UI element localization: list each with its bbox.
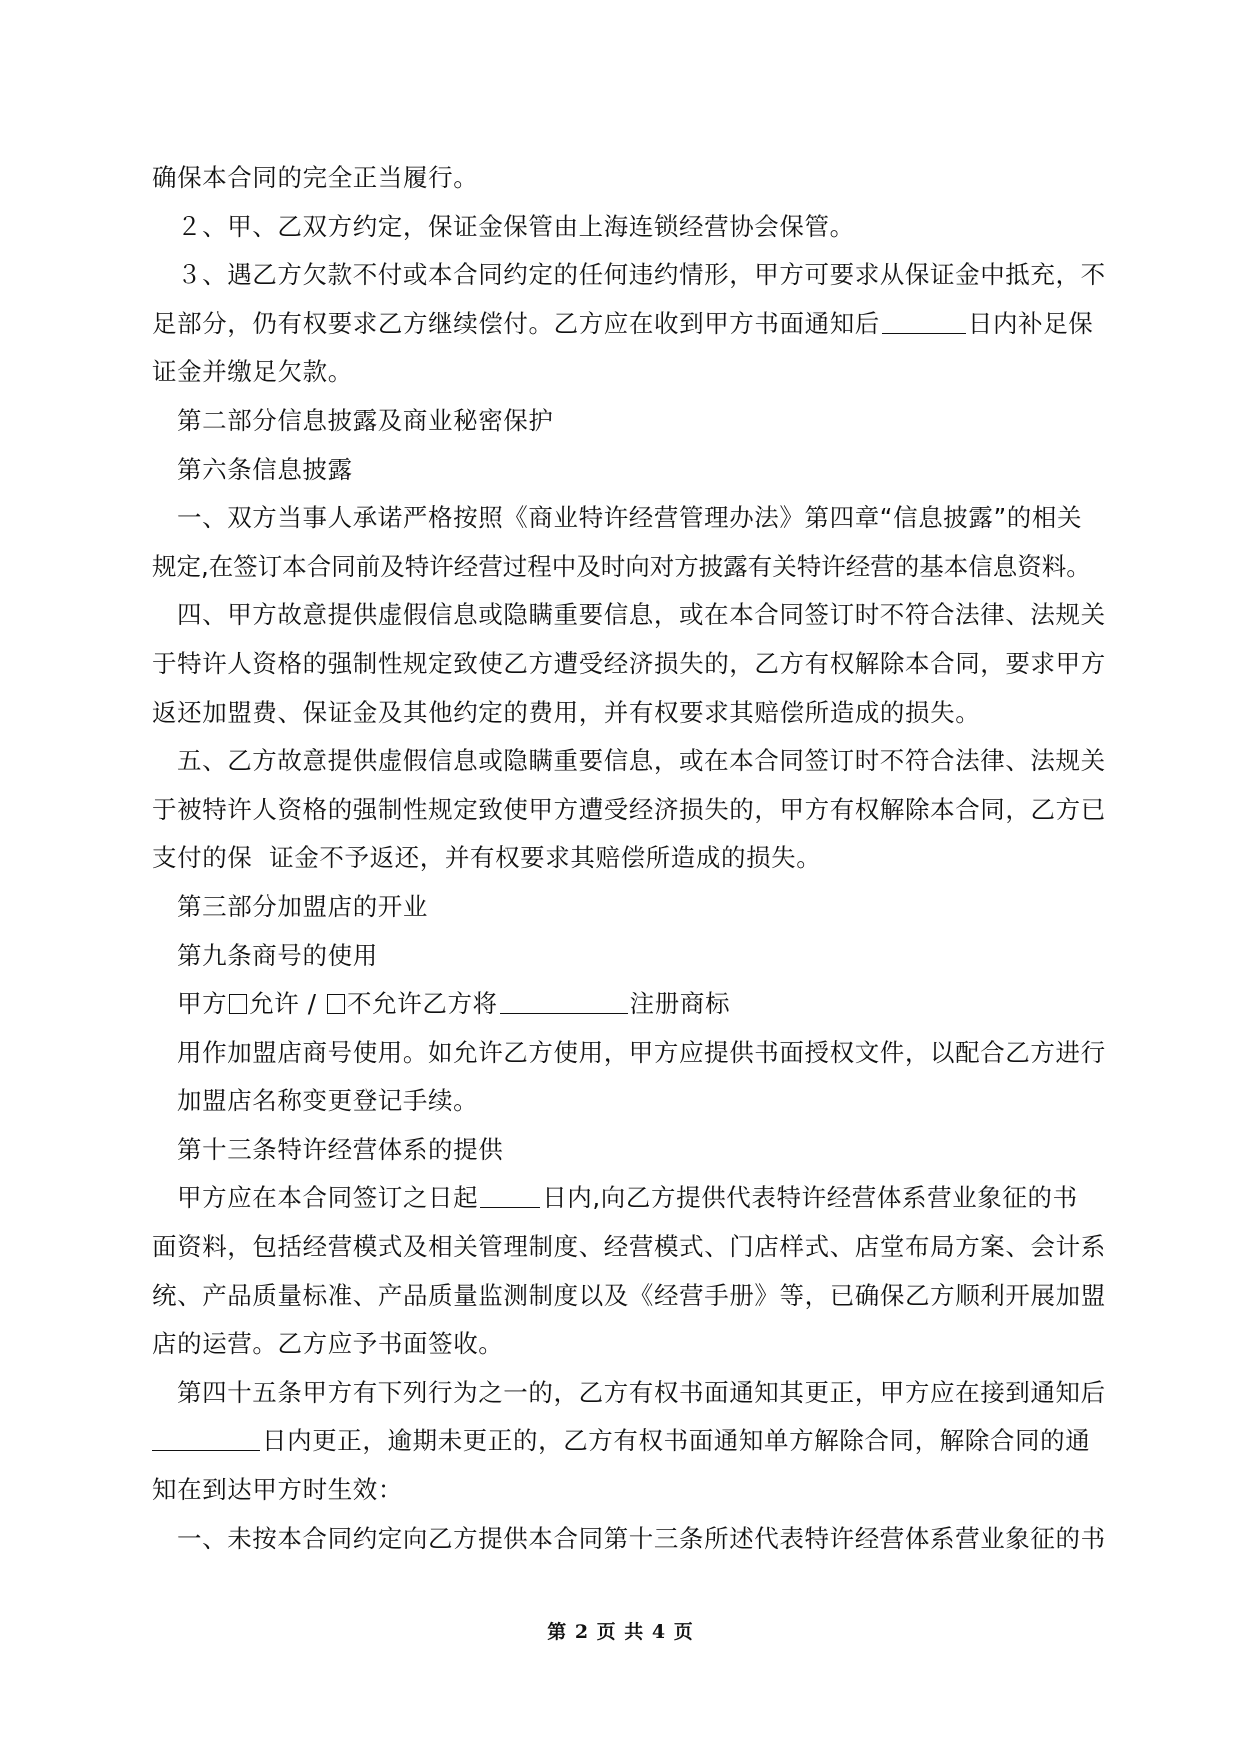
text: 足部分，仍有权要求乙方继续偿付。乙方应在收到甲方书面通知后: [152, 308, 880, 338]
text: 证金并缴足欠款。: [152, 357, 353, 387]
checkbox-allow[interactable]: [229, 994, 247, 1014]
paragraph-line: [152, 786, 1106, 835]
text: 返还加盟费、保证金及其他约定的费用，并有权要求其赔偿所造成的损失。: [152, 697, 981, 727]
text: ３、遇乙方欠款不付或本合同约定的任何违约情形，甲方可要求从保证金中抵充，不: [177, 260, 1106, 290]
text: 第四十五条甲方有下列行为之一的，乙方有权书面通知其更正，甲方应在接到通知后: [177, 1377, 1106, 1407]
text: 日内补足保: [967, 308, 1094, 338]
section-heading: [152, 397, 1092, 446]
text: 统、产品质量标准、产品质量监测制度以及《经营手册》等，已确保乙方顺利开展加盟: [152, 1280, 1106, 1310]
text: 日内更正，逾期未更正的，乙方有权书面通知单方解除合同，解除合同的通: [262, 1426, 1091, 1456]
text: 于被特许人资格的强制性规定致使甲方遭受经济损失的，甲方有权解除本合同，乙方已: [152, 794, 1106, 824]
text: 规定,在签订本合同前及特许经营过程中及时向对方披露有关特许经营的基本信息资料。: [152, 551, 1091, 581]
paragraph-line: [152, 980, 1092, 1029]
text: 第九条商号的使用: [177, 940, 378, 970]
fill-in-blank: [500, 985, 628, 1014]
text: 支付的保 证金不予返还，并有权要求其赔偿所造成的损失。: [152, 843, 822, 873]
text: 五、乙方故意提供虚假信息或隐瞒重要信息，或在本合同签订时不符合法律、法规关: [177, 746, 1106, 776]
paragraph-line: [152, 1320, 1092, 1369]
paragraph-line: [152, 1174, 1092, 1223]
text: 第三部分加盟店的开业: [177, 891, 428, 921]
text: 日内,向乙方提供代表特许经营体系营业象征的书: [542, 1183, 1078, 1213]
paragraph-line: [152, 1515, 1106, 1564]
paragraph-line: [152, 640, 1106, 689]
text: 第六条信息披露: [177, 454, 353, 484]
paragraph-line: [152, 1417, 1092, 1466]
text: 一、双方当事人承诺严格按照《商业特许经营管理办法》第四章“信息披露”的相关: [177, 503, 1083, 533]
paragraph-line: [152, 1223, 1106, 1272]
paragraph-line: [152, 543, 1092, 592]
paragraph-line: [152, 1466, 1092, 1515]
paragraph-line: [152, 1272, 1106, 1321]
fill-in-blank: [882, 305, 966, 334]
text: 注册商标: [629, 989, 731, 1019]
paragraph-line: [152, 154, 1092, 203]
article-heading: [152, 932, 1092, 981]
text: 知在到达甲方时生效：: [152, 1475, 403, 1505]
paragraph-line: [152, 1077, 1092, 1126]
paragraph-line: [152, 1369, 1106, 1418]
text: 第二部分信息披露及商业秘密保护: [177, 405, 554, 435]
text: 甲方应在本合同签订之日起: [177, 1183, 479, 1213]
text: 不允许乙方将: [347, 989, 498, 1019]
paragraph-line: [152, 689, 1092, 738]
paragraph-line: [152, 300, 1092, 349]
paragraph-line: [152, 348, 1092, 397]
paragraph-line: [152, 591, 1106, 640]
text: 面资料，包括经营模式及相关管理制度、经营模式、门店样式、店堂布局方案、会计系: [152, 1232, 1106, 1262]
text: 于特许人资格的强制性规定致使乙方遭受经济损失的，乙方有权解除本合同，要求甲方: [152, 648, 1106, 678]
text: 四、甲方故意提供虚假信息或隐瞒重要信息，或在本合同签订时不符合法律、法规关: [177, 600, 1106, 630]
page-number-footer: 第 2 页 共 4 页: [547, 1621, 694, 1643]
fill-in-blank: [480, 1179, 540, 1208]
text: 第十三条特许经营体系的提供: [177, 1134, 504, 1164]
section-heading: [152, 883, 1092, 932]
article-heading: [152, 1126, 1092, 1175]
text: 允许 /: [249, 989, 326, 1019]
text: 确保本合同的完全正当履行。: [152, 163, 479, 192]
paragraph-line: [152, 494, 1092, 543]
paragraph-line: [152, 251, 1106, 300]
paragraph-line: [152, 1029, 1106, 1078]
fill-in-blank: [152, 1422, 260, 1451]
text: 加盟店名称变更登记手续。: [177, 1086, 479, 1116]
article-heading: [152, 446, 1092, 495]
text: ２、甲、乙双方约定，保证金保管由上海连锁经营协会保管。: [177, 211, 855, 241]
checkbox-disallow[interactable]: [327, 994, 345, 1014]
text: 用作加盟店商号使用。如允许乙方使用，甲方应提供书面授权文件，以配合乙方进行: [177, 1037, 1106, 1067]
paragraph-line: [152, 834, 1092, 883]
text: 一、未按本合同约定向乙方提供本合同第十三条所述代表特许经营体系营业象征的书: [177, 1523, 1106, 1553]
text: 甲方: [177, 989, 228, 1019]
text: 店的运营。乙方应予书面签收。: [152, 1329, 504, 1359]
document-body: [152, 154, 1106, 1563]
paragraph-line: [152, 203, 1092, 252]
paragraph-line: [152, 737, 1106, 786]
